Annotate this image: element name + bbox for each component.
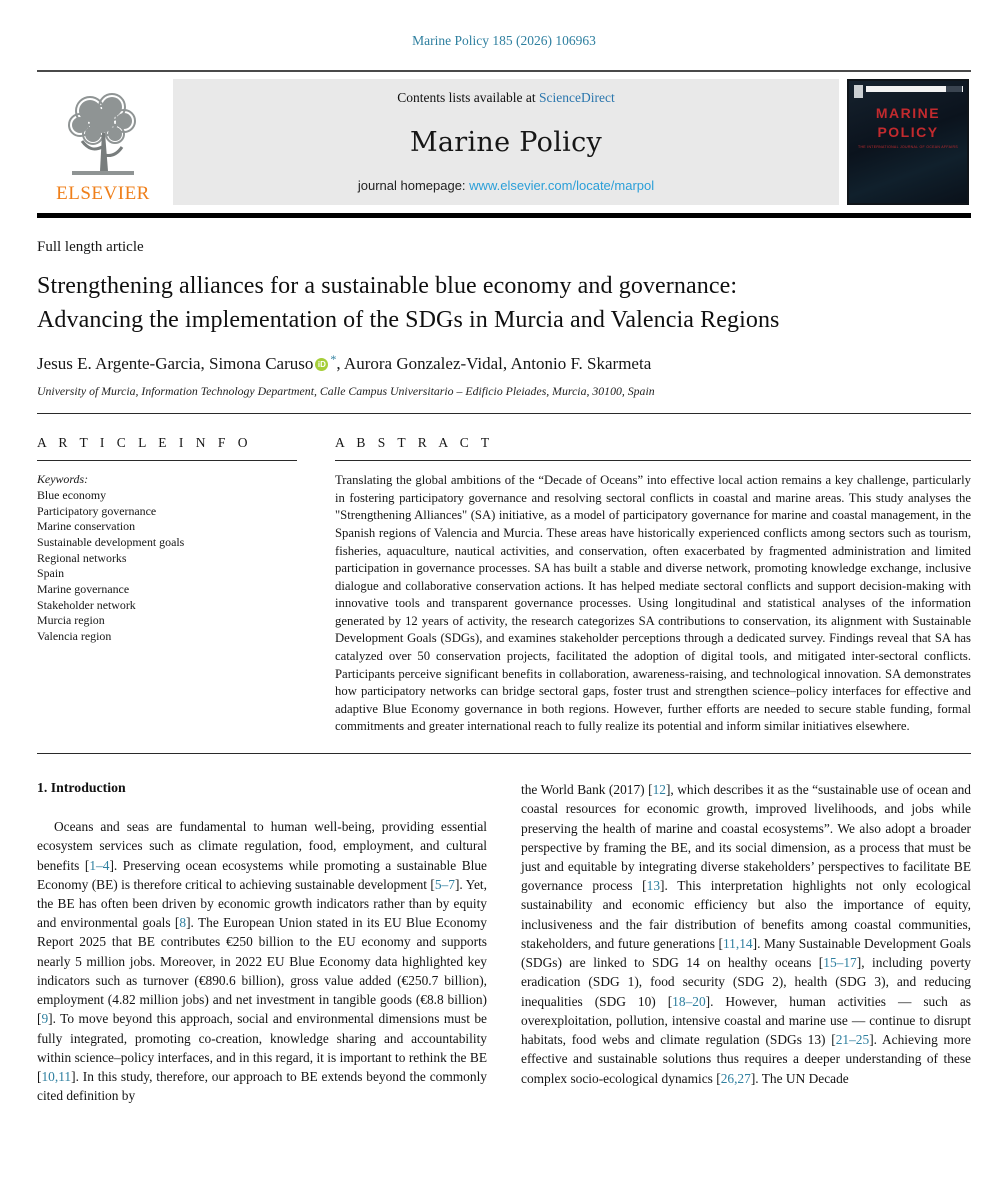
journal-masthead	[173, 79, 839, 205]
introduction-heading: 1. Introduction	[37, 780, 126, 796]
citation-link[interactable]: 15–17	[823, 955, 857, 971]
paper-title-line2: Advancing the implementation of the SDGs in Murcia and Valencia Regions	[37, 306, 780, 333]
cover-title-line2: POLICY	[877, 123, 939, 140]
keyword-item: Spain	[37, 566, 65, 581]
elsevier-logo[interactable]	[37, 79, 169, 205]
author-list	[37, 352, 971, 374]
citation-link[interactable]: 8	[179, 915, 187, 931]
body-left-column	[37, 780, 487, 1106]
citation-link[interactable]: 10,11	[41, 1069, 72, 1085]
article-info-column	[37, 435, 297, 736]
intro-paragraph-right: the World Bank (2017) [12], which describes it as the “sustainable use of ocean and coastal resources for economic growth, improved livelihoods, and jobs while preserving the health of marine and coastal ecosystems”. We also adopt a broader perspective by framing the BE, and its social dimension, as a process that must be just and equitable by integrating diverse stakeholders’ perspectives to facilitate BE governance process [13]. This interpretation highlights not only ecological sustainability and economic efficiency but also the importance of equity, inclusiveness and the fair distribution of benefits among coastal communities, stakeholders, and future generations [11,14]. Many Sustainable Development Goals (SDGs) are linked to SDG 14 on healthy oceans [15–17], including poverty eradication (SDG 1), food security (SDG 2), health (SDG 3), and reducing inequalities (SDG 10) [18–20]. However, human activities — such as overexploitation, pollution, intensive coastal and marine use — continue to disrupt habitats, food webs and climate regulation (SDGs 13) [21–25]. Achieving more effective and sustainable solutions thus requires a deeper understanding of these complex socio-ecological dynamics [26,27]. The UN Decade	[521, 782, 972, 1086]
citation-link[interactable]: 18–20	[672, 993, 706, 1009]
keyword-item: Marine conservation	[37, 519, 136, 534]
citation-link[interactable]: 5–7	[434, 876, 455, 892]
citation-link[interactable]: 11,14	[722, 935, 753, 951]
cover-title	[849, 104, 967, 142]
keyword-item: Regional networks	[37, 550, 127, 565]
keywords-list	[37, 488, 297, 645]
elsevier-wordmark: ELSEVIER	[56, 183, 150, 204]
sciencedirect-link[interactable]: ScienceDirect	[539, 90, 615, 105]
keywords-label: Keywords:	[37, 472, 89, 487]
citation-link[interactable]: 26,27	[720, 1070, 751, 1086]
journal-cover-thumbnail[interactable]	[847, 79, 971, 205]
abstract-heading: A B S T R A C T	[335, 435, 494, 451]
corresponding-author-mark[interactable]: *	[330, 352, 337, 367]
intro-paragraph-left: Oceans and seas are fundamental to human well-being, providing essential ecosystem services such as climate regulation, food, employment, and cultural benefits [1–4]. Preserving ocean ecosystems while promoting a sustainable Blue Economy (BE) is therefore critical to achieving sustainable development [5–7]. Yet, the BE has often been driven by economic growth indicators rather than by equity and environmental goals [8]. The European Union stated in its EU Blue Economy Report 2025 that BE contributes €250 billion to the EU economy and supports nearly 5 million jobs. Moreover, in 2022 EU Blue Economy data highlighted key indicators such as turnover (€890.6 billion), gross value added (€250.7 billion), employment (4.82 million jobs) and net investment in tangible goods (€8.8 billion) [9]. To move beyond this approach, social and environmental dimensions must be fully integrated, promoting co-creation, knowledge sharing and accountability within science–policy interfaces, and in this regard, it is important to rethink the BE [10,11]. In this study, therefore, our approach to BE extends beyond the commonly cited definition by	[37, 819, 487, 1104]
abstract-column	[335, 435, 971, 736]
article-body	[37, 780, 971, 1106]
keyword-item: Valencia region	[37, 629, 112, 644]
keywords-block	[37, 472, 297, 645]
authors-second-part: , Aurora Gonzalez-Vidal, Antonio F. Skarmeta	[336, 354, 652, 374]
article-type-label: Full length article	[37, 238, 144, 255]
citation-link[interactable]: 12	[652, 782, 666, 798]
keyword-item: Murcia region	[37, 613, 105, 628]
cover-image	[847, 79, 969, 205]
abstract-rule	[335, 460, 971, 461]
contents-prefix: Contents lists available at	[397, 90, 539, 105]
abstract-text: Translating the global ambitions of the “Decade of Oceans” into effective local action remains a key challenge, particularly in fostering participatory governance and resolving sectoral conflicts in coastal and marine areas. This study analyses the "Strengthening Alliances" (SA) initiative, as a model of participatory governance for marine and coastal management, in the Spanish regions of Valencia and Murcia. These areas have historically experienced conflicts among sectors such as tourism, fisheries, aquaculture, nautical activities, and conservation, often exacerbated by fragmented administration and limited participation in governance processes. SA has built a stable and diverse network, promoting knowledge exchange, inclusive dialogue and collaborative conservation actions. It has helped mediate sectoral conflicts and support decision-making with innovative tools and transparent governance processes. Using longitudinal and statistical analyses of the information generated by 12 years of activity, the research categorizes SA contributions to conservation, its alignment with Sustainable Development Goals (SDGs), and examines stakeholder perceptions through a dedicated survey. Findings reveal that SA has catalyzed over 50 conservation projects, facilitated the adoption of digital tools, and mitigated inter-sectoral conflicts. Participants perceive significant benefits in collaboration, awareness-raising, and technological innovation. SA demonstrates how participatory networks can bridge sectoral gaps, foster trust and strengthen science–policy interfaces for effective and adaptive Blue Economy governance in both regions. However, further efforts are needed to secure stable funding, formal commitments and greater international reach to fully realize its potential and inform similar initiatives elsewhere.	[335, 473, 971, 734]
journal-homepage-link[interactable]: www.elsevier.com/locate/marpol	[469, 178, 655, 193]
homepage-line	[183, 178, 829, 193]
elsevier-tree-icon	[60, 89, 146, 181]
keyword-item: Stakeholder network	[37, 597, 136, 612]
paper-title-line1: Strengthening alliances for a sustainable blue economy and governance:	[37, 272, 738, 299]
article-info-rule	[37, 460, 297, 461]
homepage-prefix: journal homepage:	[357, 178, 470, 193]
cover-mini-logo-icon	[854, 85, 863, 98]
citation-link[interactable]: 9	[41, 1011, 49, 1027]
paper-title	[37, 269, 971, 338]
journal-title: Marine Policy	[409, 126, 603, 158]
body-right-column	[521, 780, 971, 1106]
affiliation-line: University of Murcia, Information Technology Department, Calle Campus Universitario – Edificio Pleiades, Murcia, 30100, Spain	[37, 384, 655, 399]
article-info-heading: A R T I C L E I N F O	[37, 435, 253, 451]
citation-link[interactable]: 13	[646, 878, 661, 894]
journal-header	[37, 79, 971, 205]
journal-citation-line: Marine Policy 185 (2026) 106963	[412, 33, 596, 48]
contents-line	[183, 90, 829, 106]
cover-subtitle: THE INTERNATIONAL JOURNAL OF OCEAN AFFAIRS	[858, 145, 958, 149]
info-abstract-section	[37, 414, 971, 736]
keyword-item: Marine governance	[37, 582, 130, 597]
header-top-rule	[37, 70, 971, 72]
cover-title-line1: MARINE	[875, 105, 941, 121]
citation-link[interactable]: 21–25	[835, 1032, 870, 1048]
abstract-bottom-rule	[37, 753, 971, 754]
citation-link[interactable]: 1–4	[89, 857, 110, 873]
keyword-item: Participatory governance	[37, 503, 157, 518]
cover-barcode-icon	[946, 86, 962, 92]
authors-first-part: Jesus E. Argente-Garcia, Simona Caruso	[37, 354, 314, 374]
keyword-item: Sustainable development goals	[37, 534, 185, 549]
header-bottom-rule	[37, 213, 971, 218]
orcid-icon[interactable]: iD	[315, 358, 328, 371]
keyword-item: Blue economy	[37, 487, 107, 502]
